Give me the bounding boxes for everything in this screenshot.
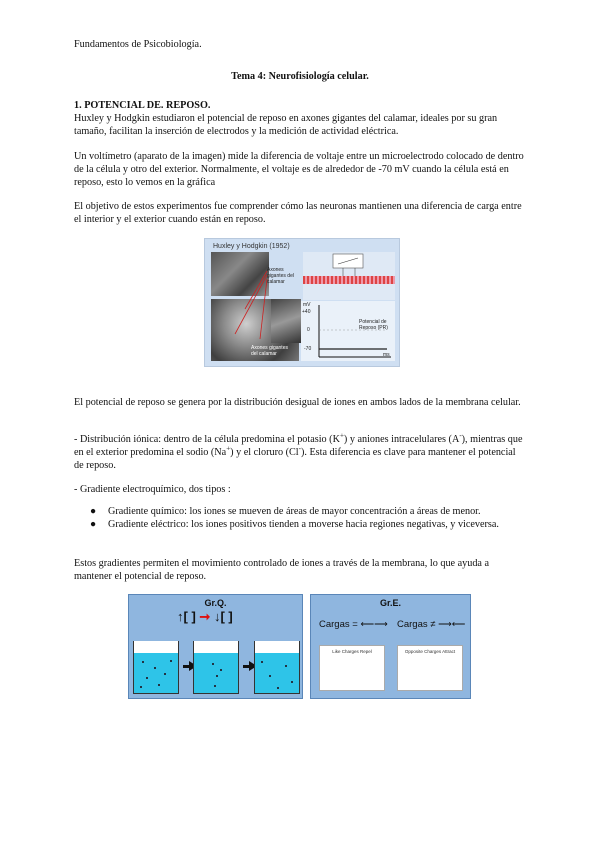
voltmeter-icon [303,252,395,276]
section-heading: 1. POTENCIAL DE. REPOSO. [74,100,211,111]
x-unit: ms [383,352,390,358]
paragraph-distribution: El potencial de reposo se genera por la distribución desigual de iones en ambos lados de la membrana celular. [74,397,521,408]
red-arrow-icon: ➞ [199,609,211,624]
electric-gradient-panel [310,594,471,699]
label-electrode: Axones gigantes del calamar [251,345,288,357]
graph-axes [301,301,395,361]
cargas-notequal: Cargas ≠ ⟶⟵ [397,619,466,630]
paragraph-conclusion: Estos gradientes permiten el movimiento controlado de iones a través de la membrana, lo que ayuda a mantener el potencial de reposo. [74,558,490,582]
double-arrow-in-icon: ⟶⟵ [438,619,466,630]
paragraph-ionic: - Distribución iónica: dentro de la célula predomina el potasio (K+) y aniones intracelulares (A-), mientras que en el exterior predomina el sodio (Na+) y el cloruro (Cl-). Esta diferencia es clave para mantener el potencial de reposo. [74,431,523,471]
opposite-charges-card: Opposite Charges Attract [397,645,463,691]
cargas-equal: Cargas = ⟵⟶ [319,619,388,630]
document-header: Fundamentos de Psicobiología. [74,39,202,50]
y-tick-0: 0 [307,327,310,333]
page-title: Tema 4: Neurofisiología celular. [231,71,369,82]
beaker-2 [193,641,239,694]
figure-caption: Huxley y Hodgkin (1952) [213,243,290,250]
beaker-3 [254,641,300,694]
resting-potential-graph [301,301,395,361]
gradient-figure [128,594,471,697]
paragraph-gradient: - Gradiente electroquímico, dos tipos : [74,484,231,495]
bullet-icon: ● [90,506,97,517]
huxley-hodgkin-figure [204,238,400,367]
y-tick-40: +40 [302,309,311,315]
bullet-icon: ● [90,519,97,530]
beaker-1 [133,641,179,694]
panel-title-electric: Gr.E. [379,598,401,608]
membrane-strip [303,276,395,284]
double-arrow-out-icon: ⟵⟶ [360,619,388,630]
arrow-down-icon: ↓ [213,609,221,624]
like-charges-card: Like Charges Repel [319,645,385,691]
y-tick-70: -70 [304,346,312,352]
graph-label: Potencial de Reposo (PR) [359,319,388,331]
concentration-row: ↑[ ] ➞ ↓[ ] [177,609,233,624]
paragraph-huxley: Huxley y Hodgkin estudiaron el potencial de reposo en axones gigantes del calamar, ideales por su gran tamaño, facilitan la inserción de electrodos y la medición de actividad eléctrica. [74,113,498,137]
label-axon: Axones gigantes del calamar [267,267,294,285]
paragraph-voltmeter: Un voltímetro (aparato de la imagen) mide la diferencia de voltaje entre un microelectrodo colocado de dentro de la célula y otro del exterior. Normalmente, el voltaje es de alrededor de -70 mV cuando la célula está en reposo, esto lo vemos en la gráfica [74,151,524,188]
panel-title-chemical: Gr.Q. [204,598,227,608]
membrane-diagram [303,252,395,300]
y-unit: mV [303,302,311,308]
list-item: ● Gradiente eléctrico: los iones positivos tienden a moverse hacia regiones negativas, y viceversa. [90,519,499,530]
arrow-up-icon: ↑ [177,609,184,624]
chemical-gradient-panel [128,594,303,699]
paragraph-objective: El objetivo de estos experimentos fue comprender cómo las neuronas mantienen una diferencia de carga entre el interior y el exterior cuando están en reposo. [74,201,522,225]
gradient-list [74,505,524,531]
list-item: ● Gradiente químico: los iones se mueven de áreas de mayor concentración a áreas de menor. [90,506,481,517]
